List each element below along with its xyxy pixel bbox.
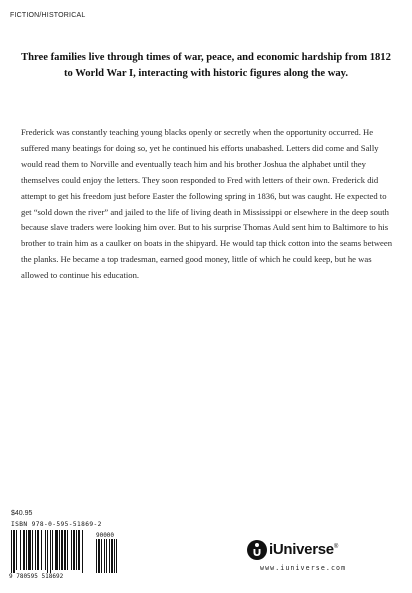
publisher-url: www.iuniverse.com bbox=[260, 564, 347, 572]
isbn-label: ISBN 978-0-595-51869-2 bbox=[11, 521, 102, 528]
registered-mark: ® bbox=[333, 544, 338, 550]
iuniverse-logo-icon bbox=[246, 539, 268, 561]
barcode-digits: 9 780595 518692 bbox=[9, 573, 64, 580]
barcode-icon bbox=[9, 530, 117, 574]
publisher-logo bbox=[246, 539, 386, 577]
isbn-barcode bbox=[9, 521, 117, 583]
publisher-name bbox=[269, 541, 338, 558]
publisher-name-text: iUniverse bbox=[269, 541, 334, 558]
book-blurb: Frederick was constantly teaching young blacks openly or secretly when the opportunity occurred. He suffered many beatings for doing so, yet he continued his efforts unabashed. Letters did come and Sally would read them to Norville and eventually teach him and his brother Joshua the alphabet until they themselves could enjoy the letters. They soon responded to Fred with letters of their own. Frederick did attempt to get his freedom just before Easter the following spring in 1836, but was caught. He expected to get “sold down the river” and jailed to the life of living death in Mississippi or elsewhere in the deep south because slave traders were looking him over. But to his surprise Thomas Auld sent him to Baltimore to his brother to train him as a caulker on boats in the shipyard. He would tap thick cotton into the seams between the planks. He became a top tradesman, earned good money, little of which he could keep, but he was allowed to continue his education. bbox=[21, 127, 393, 281]
genre-label: FICTION/HISTORICAL bbox=[10, 12, 86, 19]
price-label: $40.95 bbox=[11, 510, 33, 517]
tagline: Three families live through times of war, peace, and economic hardship from 1812 to World War I, interacting with historic figures along the way. bbox=[21, 52, 391, 79]
price-code: 90000 bbox=[95, 532, 115, 539]
